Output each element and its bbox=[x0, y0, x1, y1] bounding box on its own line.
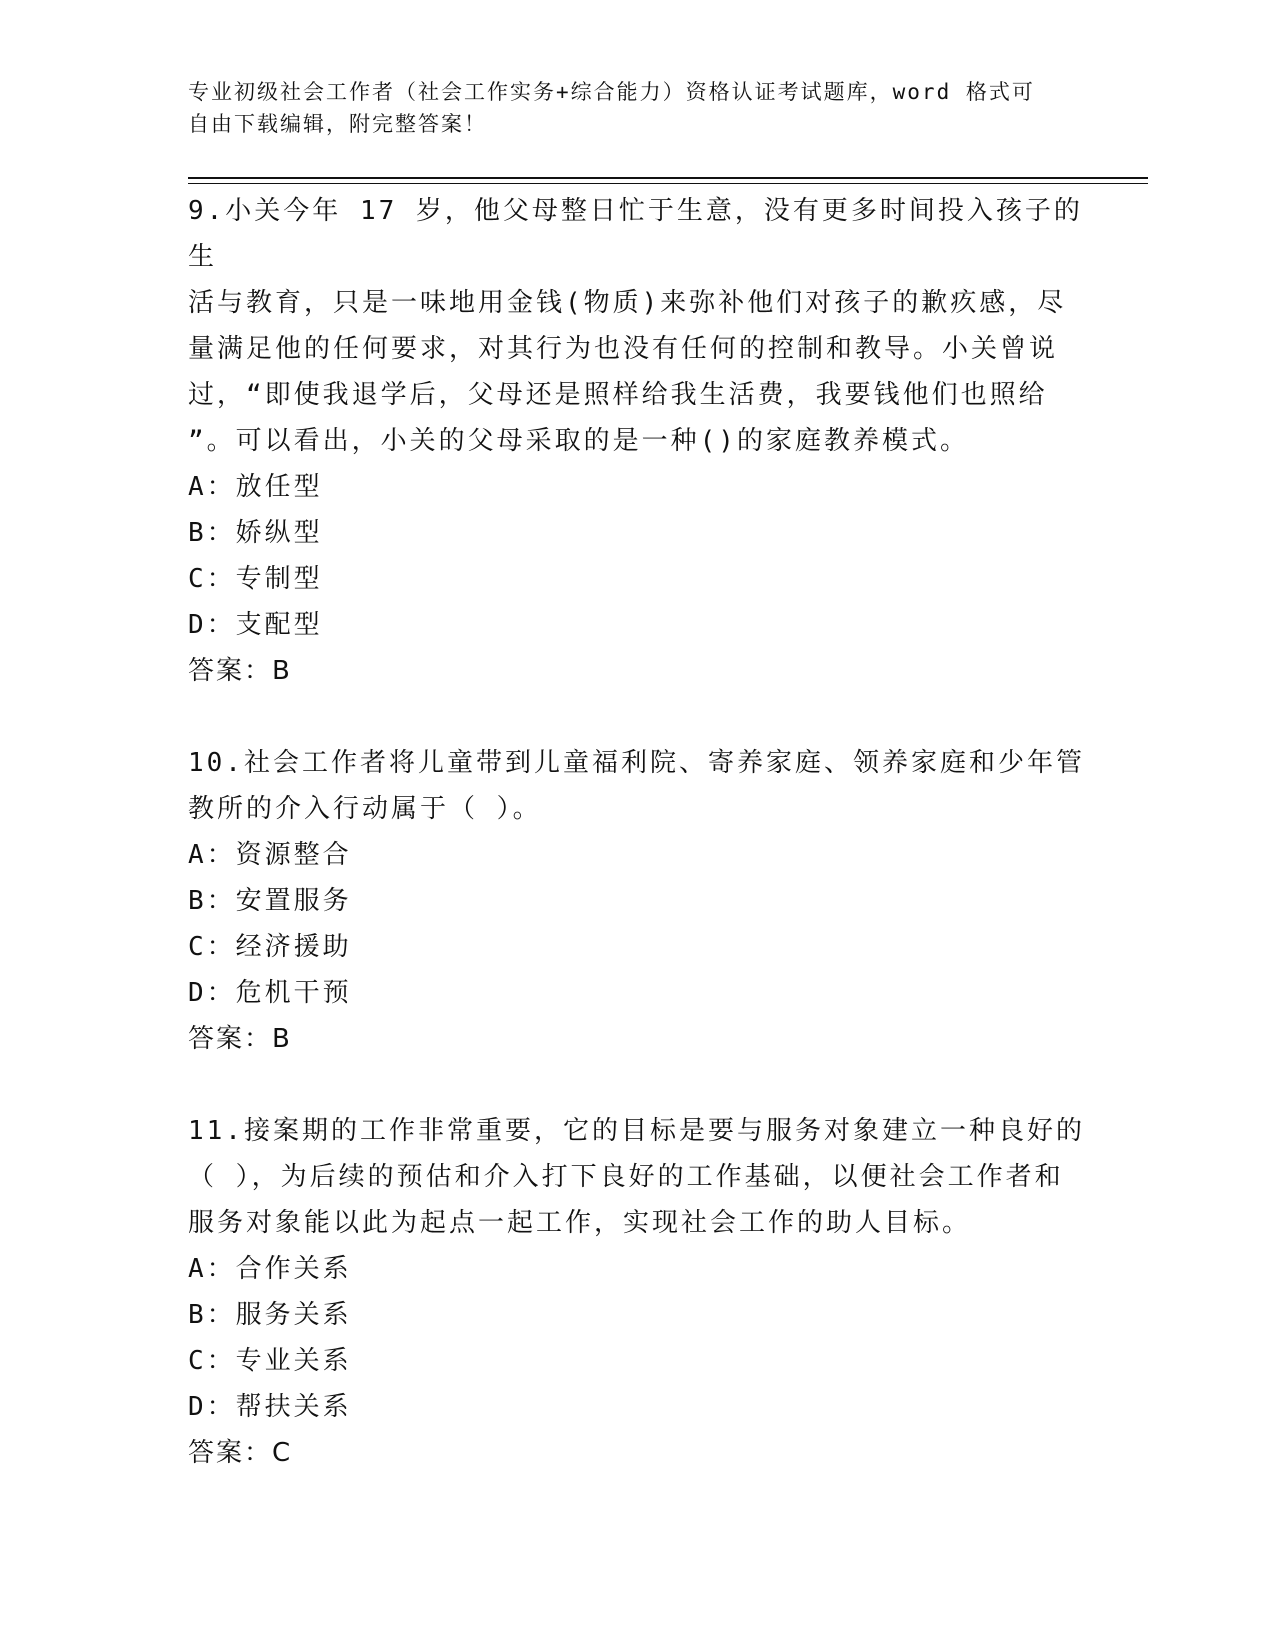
question-9 bbox=[188, 188, 1088, 694]
option-b: B：安置服务 bbox=[188, 886, 352, 916]
question-10 bbox=[188, 740, 1088, 1062]
question-line: 11.接案期的工作非常重要，它的目标是要与服务对象建立一种良好的 bbox=[188, 1116, 1085, 1146]
option-c: C：专业关系 bbox=[188, 1346, 352, 1376]
question-line: 教所的介入行动属于（ ）。 bbox=[188, 794, 542, 824]
question-text bbox=[188, 188, 1088, 464]
answer-line: 答案：C bbox=[188, 1438, 293, 1468]
question-line: 服务对象能以此为起点一起工作，实现社会工作的助人目标。 bbox=[188, 1208, 972, 1238]
question-line: 量满足他的任何要求，对其行为也没有任何的控制和教导。小关曾说 bbox=[188, 334, 1059, 364]
option-b: B：服务关系 bbox=[188, 1300, 352, 1330]
question-line: 10.社会工作者将儿童带到儿童福利院、寄养家庭、领养家庭和少年管 bbox=[188, 748, 1085, 778]
question-line: ”。可以看出，小关的父母采取的是一种()的家庭教养模式。 bbox=[188, 426, 969, 456]
question-line: 活与教育，只是一味地用金钱(物质)来弥补他们对孩子的歉疚感，尽 bbox=[188, 288, 1067, 318]
header-rule-thick bbox=[188, 177, 1148, 179]
spacer bbox=[188, 1062, 1088, 1108]
answer-line: 答案：B bbox=[188, 1024, 292, 1054]
spacer bbox=[188, 694, 1088, 740]
header-line-1: 专业初级社会工作者（社会工作实务+综合能力）资格认证考试题库，word 格式可 bbox=[188, 80, 1035, 104]
option-b: B：娇纵型 bbox=[188, 518, 323, 548]
question-text bbox=[188, 1108, 1088, 1246]
question-list bbox=[188, 188, 1088, 1476]
option-c: C：专制型 bbox=[188, 564, 323, 594]
option-a: A：放任型 bbox=[188, 472, 323, 502]
document-header bbox=[188, 76, 1088, 140]
option-a: A：合作关系 bbox=[188, 1254, 352, 1284]
question-text bbox=[188, 740, 1088, 832]
question-line: 9.小关今年 17 岁，他父母整日忙于生意，没有更多时间投入孩子的生 bbox=[188, 196, 1083, 272]
question-11 bbox=[188, 1108, 1088, 1476]
answer-line: 答案：B bbox=[188, 656, 292, 686]
option-d: D：支配型 bbox=[188, 610, 323, 640]
option-d: D：危机干预 bbox=[188, 978, 352, 1008]
option-d: D：帮扶关系 bbox=[188, 1392, 352, 1422]
question-line: 过，“即使我退学后，父母还是照样给我生活费，我要钱他们也照给 bbox=[188, 380, 1048, 410]
header-rule-thin bbox=[188, 183, 1148, 184]
option-c: C：经济援助 bbox=[188, 932, 352, 962]
option-a: A：资源整合 bbox=[188, 840, 352, 870]
header-line-2: 自由下载编辑，附完整答案！ bbox=[188, 112, 487, 136]
question-line: （ ），为后续的预估和介入打下良好的工作基础，以便社会工作者和 bbox=[188, 1162, 1064, 1192]
